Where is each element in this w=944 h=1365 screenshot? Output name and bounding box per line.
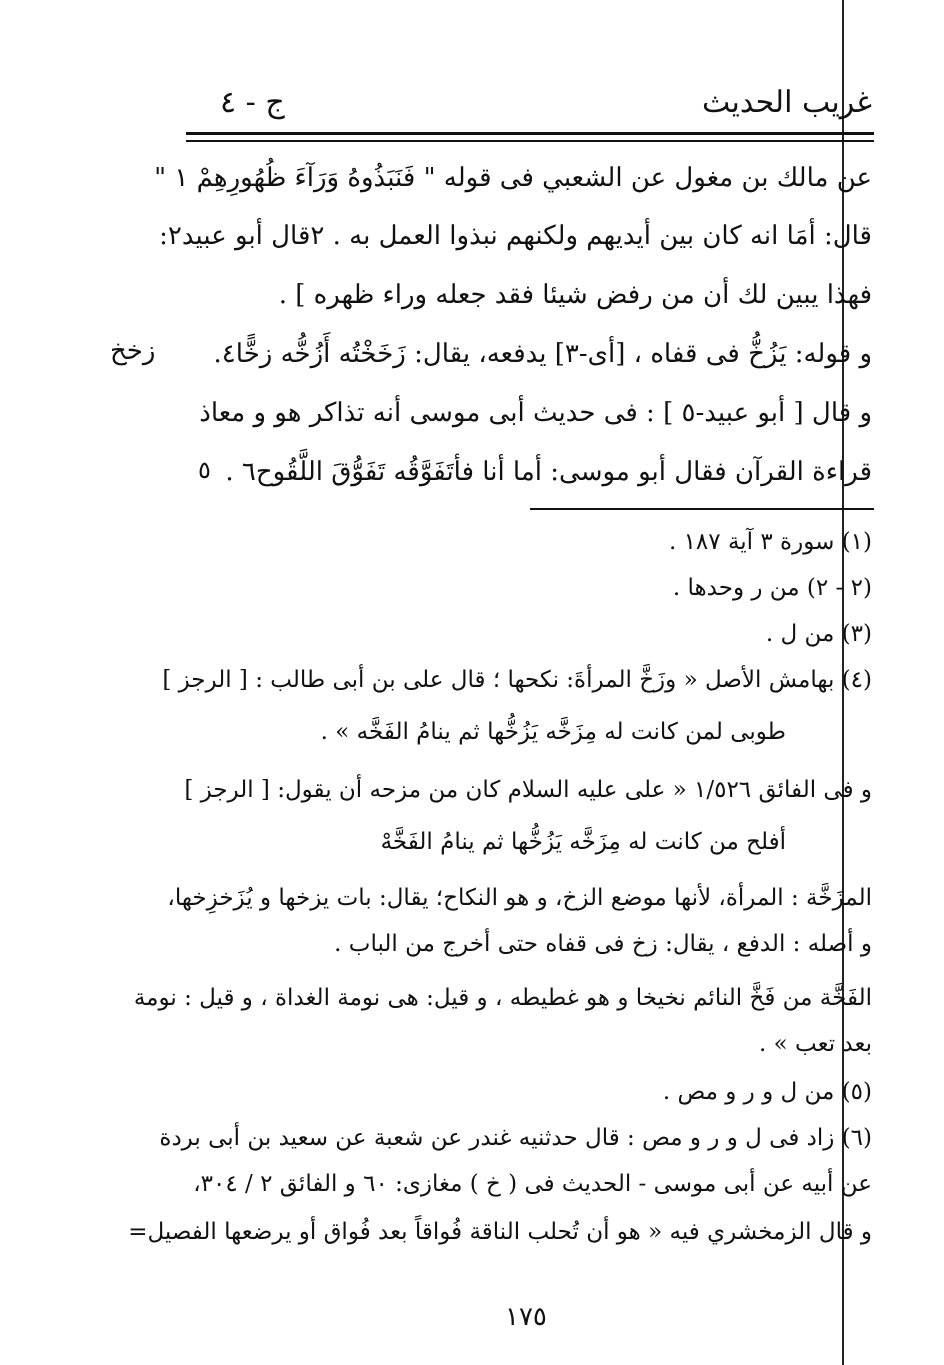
footnote-line: المزَخَّة : المرأة، لأنها موضع الزخ، و هو النكاح؛ يقال: بات يزخها و يُزَخزِخها، xyxy=(167,885,872,911)
footnote-verse: أفلح من كانت له مِزَخَّه يَزُخُّها ثم ينامُ الفَخَّهْ xyxy=(380,829,786,855)
header-rule-thick xyxy=(186,132,874,135)
main-text-line: فهذا يبين لك أن من رفض شيئا فقد جعله وراء ظهره ] . xyxy=(278,280,872,310)
footnote-separator xyxy=(530,508,874,510)
footnote-line: و فى الفائق ١/٥٢٦ « على عليه السلام كان من مزحه أن يقول: [ الرجز ] xyxy=(184,777,872,803)
footnote-line: (٥) من ل و ر و مص . xyxy=(662,1079,872,1105)
main-text-line: و قال [ أبو عبيد-٥ ] : فى حديث أبى موسى أنه تذاكر هو و معاذ xyxy=(199,398,872,428)
footnote-line: (٤) بهامش الأصل « وزَخَّ المرأةَ: نكحها ؛ قال على بن أبى طالب : [ الرجز ] xyxy=(162,667,872,693)
footnote-line: (٣) من ل . xyxy=(765,621,872,647)
running-header xyxy=(210,85,872,133)
main-text-line: قراءة القرآن فقال أبو موسى: أما أنا فأتَفَوَّقُه تَفَوُّقَ اللَّقُوح٦ . xyxy=(225,457,872,487)
line-number: ٥ xyxy=(198,456,211,484)
header-rule-thin xyxy=(186,140,874,142)
header-volume: ج - ٤ xyxy=(220,85,285,120)
footnote-line: و قال الزمخشري فيه « هو أن تُحلب الناقة فُواقاً بعد فُواق أو يرضعها الفصيل= xyxy=(128,1219,872,1245)
footnote-line: بعد تعب » . xyxy=(759,1031,872,1057)
footnote-line: و أصله : الدفع ، يقال: زخ فى قفاه حتى أخرج من الباب . xyxy=(334,931,872,957)
header-title: غريب الحديث xyxy=(702,85,872,120)
main-text-line: عن مالك بن مغول عن الشعبي فى قوله " فَنَبَذُوهُ وَرَآءَ ظُهُورِهِمْ ١ " xyxy=(154,163,872,193)
main-text-line: قال: أمَا انه كان بين أيديهم ولكنهم نبذوا العمل به . ٢قال أبو عبيد٢: xyxy=(159,221,872,251)
main-text-line: و قوله: يَزُخُّ فى قفاه ، [أى-٣] يدفعه، يقال: زَخَخْتُه أَزُخُّه زخًّا٤. xyxy=(213,339,872,369)
margin-root-word: زخخ xyxy=(110,336,156,366)
footnote-verse: طوبى لمن كانت له مِزَخَّه يَزُخُّها ثم ينامُ الفَخَّه » . xyxy=(320,719,786,745)
footnote-line: عن أبيه عن أبى موسى - الحديث فى ( خ ) مغازى: ٦٠ و الفائق ٢ / ٣٠٤، xyxy=(193,1171,872,1197)
footnote-line: (٢ - ٢) من ر وحدها . xyxy=(672,575,872,601)
page-number: ١٧٥ xyxy=(505,1302,547,1332)
footnote-line: (١) سورة ٣ آية ١٨٧ . xyxy=(668,529,872,555)
footnote-line: (٦) زاد فى ل و ر و مص : قال حدثنيه غندر عن شعبة عن سعيد بن أبى بردة xyxy=(159,1125,872,1151)
footnote-line: الفَخَّة من فَخَّ النائم نخيخا و هو غطيطه ، و قيل: هى نومة الغداة ، و قيل : نومة xyxy=(133,985,872,1011)
